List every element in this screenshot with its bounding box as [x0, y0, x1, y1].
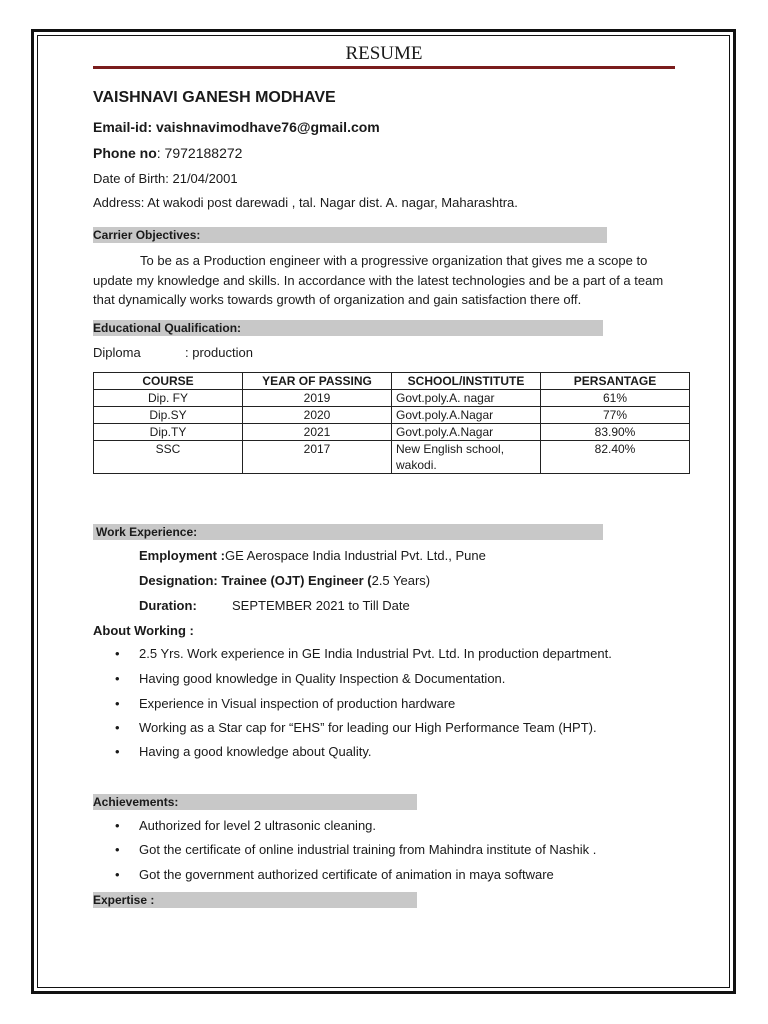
table-cell: Govt.poly.A. nagar [392, 390, 541, 407]
work-bullet-item: 2.5 Yrs. Work experience in GE India Industrial Pvt. Ltd. In production department. [139, 646, 612, 661]
table-cell: 61% [541, 390, 690, 407]
bullet-icon: • [115, 671, 120, 686]
employment-line [139, 548, 486, 563]
bullet-icon: • [115, 867, 120, 882]
work-bullet-item: Experience in Visual inspection of production hardware [139, 696, 456, 711]
table-cell: 2020 [243, 407, 392, 424]
table-cell: 83.90% [541, 424, 690, 441]
duration-label: Duration: [139, 598, 197, 613]
work-bullet-item: Working as a Star cap for “EHS” for leading our High Performance Team (HPT). [139, 720, 597, 735]
column-header: SCHOOL/INSTITUTE [392, 373, 541, 390]
bullet-icon: • [115, 696, 120, 711]
duration-value: SEPTEMBER 2021 to Till Date [232, 598, 410, 613]
table-cell: 82.40% [541, 441, 690, 474]
about-working-heading: About Working : [93, 623, 194, 638]
education-table [93, 372, 690, 474]
address-line: Address: At wakodi post darewadi , tal. Nagar dist. A. nagar, Maharashtra. [93, 195, 518, 210]
table-row [94, 390, 690, 407]
achievements-heading: Achievements: [93, 794, 417, 810]
bullet-icon: • [115, 646, 120, 661]
table-cell: Dip.TY [94, 424, 243, 441]
achievement-item: Got the certificate of online industrial training from Mahindra institute of Nashik . [139, 842, 597, 857]
education-heading: Educational Qualification: [93, 320, 603, 336]
designation-line [139, 573, 430, 588]
bullet-icon: • [115, 744, 120, 759]
table-row [94, 441, 690, 474]
column-header: COURSE [94, 373, 243, 390]
employment-value: GE Aerospace India Industrial Pvt. Ltd., Pune [224, 548, 486, 563]
work-bullet-item: Having a good knowledge about Quality. [139, 744, 372, 759]
table-row [94, 407, 690, 424]
table-cell: 2017 [243, 441, 392, 474]
achievement-item: Got the government authorized certificate of animation in maya software [139, 867, 554, 882]
table-header-row [94, 373, 690, 390]
table-row [94, 424, 690, 441]
bullet-icon: • [115, 818, 120, 833]
table-cell: 2019 [243, 390, 392, 407]
phone-value: : 7972188272 [156, 145, 243, 161]
column-header: PERSANTAGE [541, 373, 690, 390]
objective-text: To be as a Production engineer with a progressive organization that gives me a scope to update my knowledge and skills. In accordance with the latest technologies and be a part of a team that dynamically works towards growth of organization and gain satisfaction there off. [93, 253, 664, 307]
table-cell: New English school, wakodi. [392, 441, 541, 474]
bullet-icon: • [115, 842, 120, 857]
table-cell: Govt.poly.A.Nagar [392, 424, 541, 441]
candidate-name: VAISHNAVI GANESH MODHAVE [93, 89, 336, 106]
table-cell: Govt.poly.A.Nagar [392, 407, 541, 424]
expertise-heading: Expertise : [93, 892, 417, 908]
diploma-label: Diploma [93, 345, 141, 360]
document-title: RESUME [345, 43, 423, 64]
table-cell: Dip. FY [94, 390, 243, 407]
column-header: YEAR OF PASSING [243, 373, 392, 390]
email-line: Email-id: vaishnavimodhave76@gmail.com [93, 119, 380, 135]
table-cell: 77% [541, 407, 690, 424]
title-underline [93, 66, 675, 69]
achievement-item: Authorized for level 2 ultrasonic cleaning. [139, 818, 377, 833]
phone-label: Phone no [93, 145, 157, 161]
objective-heading: Carrier Objectives: [93, 227, 607, 243]
designation-value: 2.5 Years) [371, 573, 431, 588]
bullet-icon: • [115, 720, 120, 735]
table-cell: SSC [94, 441, 243, 474]
dob-line: Date of Birth: 21/04/2001 [93, 171, 238, 186]
work-heading: Work Experience: [93, 524, 603, 540]
phone-line [93, 145, 242, 161]
work-bullet-item: Having good knowledge in Quality Inspection & Documentation. [139, 671, 506, 686]
diploma-value: : production [185, 345, 253, 360]
table-cell: Dip.SY [94, 407, 243, 424]
table-cell: 2021 [243, 424, 392, 441]
employment-label: Employment : [139, 548, 225, 563]
designation-label: Designation: Trainee (OJT) Engineer ( [139, 573, 372, 588]
